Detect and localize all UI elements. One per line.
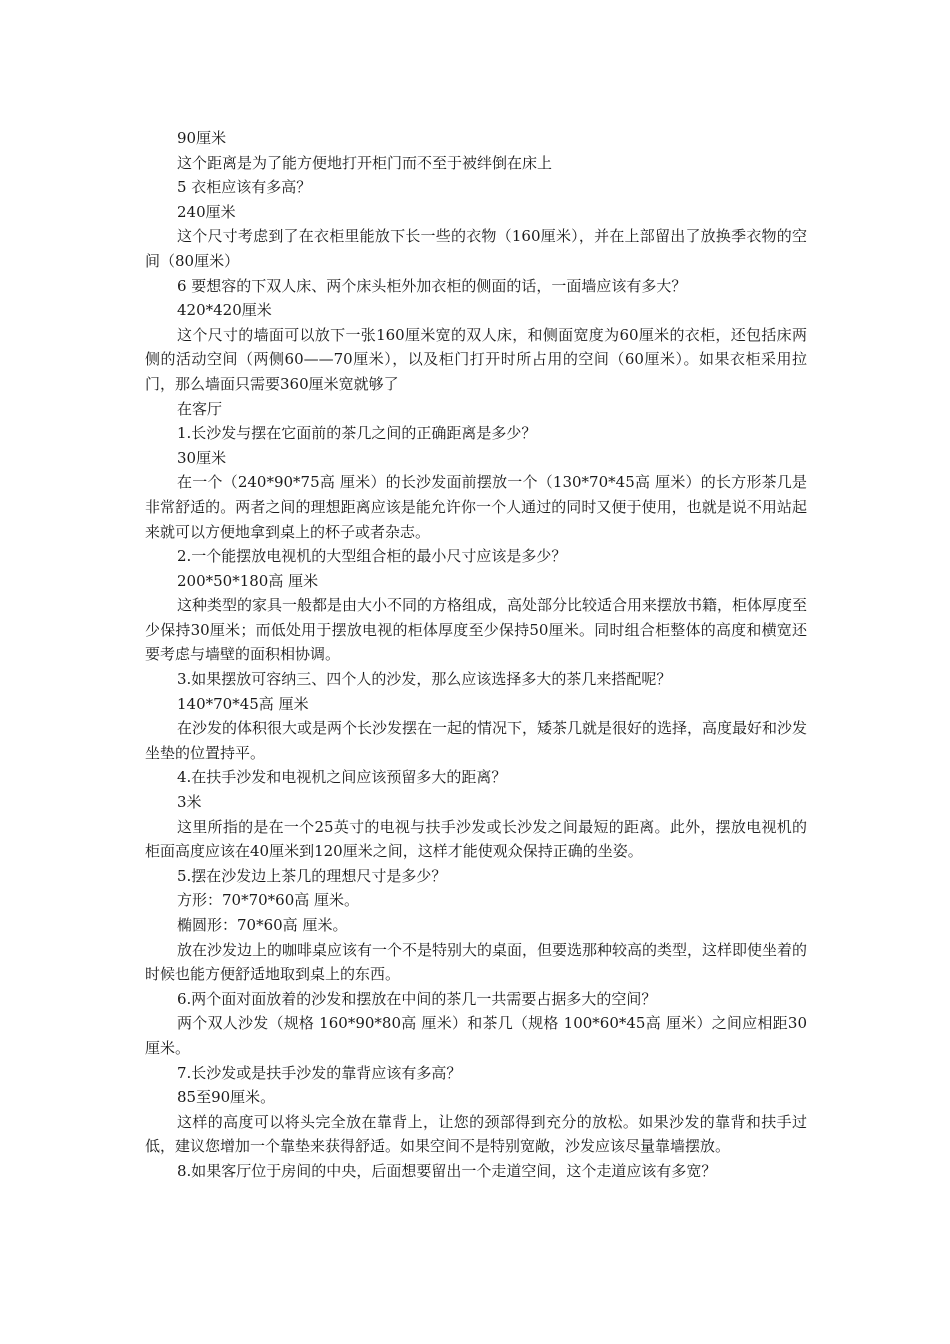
paragraph: 这里所指的是在一个25英寸的电视与扶手沙发或长沙发之间最短的距离。此外，摆放电视机的柜面高度应该在40厘米到120厘米之间，这样才能使观众保持正确的坐姿。 <box>145 817 807 861</box>
answer: 420*420厘米 <box>177 301 272 320</box>
answer: 85至90厘米。 <box>177 1088 276 1107</box>
question-heading: 5 衣柜应该有多高？ <box>177 178 312 197</box>
question-heading: 2.一个能摆放电视机的大型组合柜的最小尺寸应该是多少？ <box>177 547 567 566</box>
paragraph: 放在沙发边上的咖啡桌应该有一个不是特别大的桌面，但要选那种较高的类型，这样即使坐着的时候也能方便舒适地取到桌上的东西。 <box>145 940 808 984</box>
section-heading: 在客厅 <box>177 399 223 418</box>
paragraph: 这个尺寸的墙面可以放下一张160厘米宽的双人床，和侧面宽度为60厘米的衣柜，还包括床两侧的活动空间（两侧60——70厘米），以及柜门打开时所占用的空间（60厘米）。如果衣柜采用拉门，那么墙面只需要360厘米宽就够了 <box>145 325 807 393</box>
answer: 200*50*180高 厘米 <box>177 571 319 590</box>
answer: 140*70*45高 厘米 <box>177 694 309 713</box>
document-body <box>145 126 807 1184</box>
answer: 方形：70*70*60高 厘米。 <box>177 891 360 910</box>
paragraph: 90厘米 <box>177 129 227 147</box>
paragraph: 这种类型的家具一般都是由大小不同的方格组成，高处部分比较适合用来摆放书籍，柜体厚度至少保持30厘米；而低处用于摆放电视的柜体厚度至少保持50厘米。同时组合柜整体的高度和横宽还要考虑与墙壁的面积相协调。 <box>145 596 808 664</box>
question-heading: 1.长沙发与摆在它面前的茶几之间的正确距离是多少？ <box>177 424 537 443</box>
question-heading: 6 要想容的下双人床、两个床头柜外加衣柜的侧面的话，一面墙应该有多大？ <box>177 276 687 295</box>
question-heading: 8.如果客厅位于房间的中央，后面想要留出一个走道空间，这个走道应该有多宽？ <box>177 1161 717 1180</box>
question-heading: 6.两个面对面放着的沙发和摆放在中间的茶几一共需要占据多大的空间？ <box>177 989 657 1008</box>
paragraph: 这个距离是为了能方便地打开柜门而不至于被绊倒在床上 <box>177 153 553 172</box>
paragraph: 这样的高度可以将头完全放在靠背上，让您的颈部得到充分的放松。如果沙发的靠背和扶手过低，建议您增加一个靠垫来获得舒适。如果空间不是特别宽敞，沙发应该尽量靠墙摆放。 <box>145 1112 807 1156</box>
question-heading: 4.在扶手沙发和电视机之间应该预留多大的距离？ <box>177 768 507 787</box>
question-heading: 7.长沙发或是扶手沙发的靠背应该有多高？ <box>177 1063 462 1082</box>
question-heading: 3.如果摆放可容纳三、四个人的沙发，那么应该选择多大的茶几来搭配呢？ <box>177 670 672 689</box>
paragraph: 在沙发的体积很大或是两个长沙发摆在一起的情况下，矮茶几就是很好的选择，高度最好和沙发坐垫的位置持平。 <box>145 719 808 762</box>
answer: 240厘米 <box>177 202 236 221</box>
answer: 3米 <box>177 793 202 812</box>
paragraph: 这个尺寸考虑到了在衣柜里能放下长一些的衣物（160厘米），并在上部留出了放换季衣物的空间（80厘米） <box>145 227 807 270</box>
answer: 30厘米 <box>177 448 227 467</box>
paragraph: 在一个（240*90*75高 厘米）的长沙发面前摆放一个（130*70*45高 厘米）的长方形茶几是非常舒适的。两者之间的理想距离应该是能允许你一个人通过的同时又便于使用，也就是说不用站起来就可以方便地拿到桌上的杯子或者杂志。 <box>145 473 807 541</box>
question-heading: 5.摆在沙发边上茶几的理想尺寸是多少？ <box>177 866 447 885</box>
paragraph: 两个双人沙发（规格 160*90*80高 厘米）和茶几（规格 100*60*45高 厘米）之间应相距30厘米。 <box>145 1014 807 1057</box>
answer: 椭圆形：70*60高 厘米。 <box>177 916 348 934</box>
